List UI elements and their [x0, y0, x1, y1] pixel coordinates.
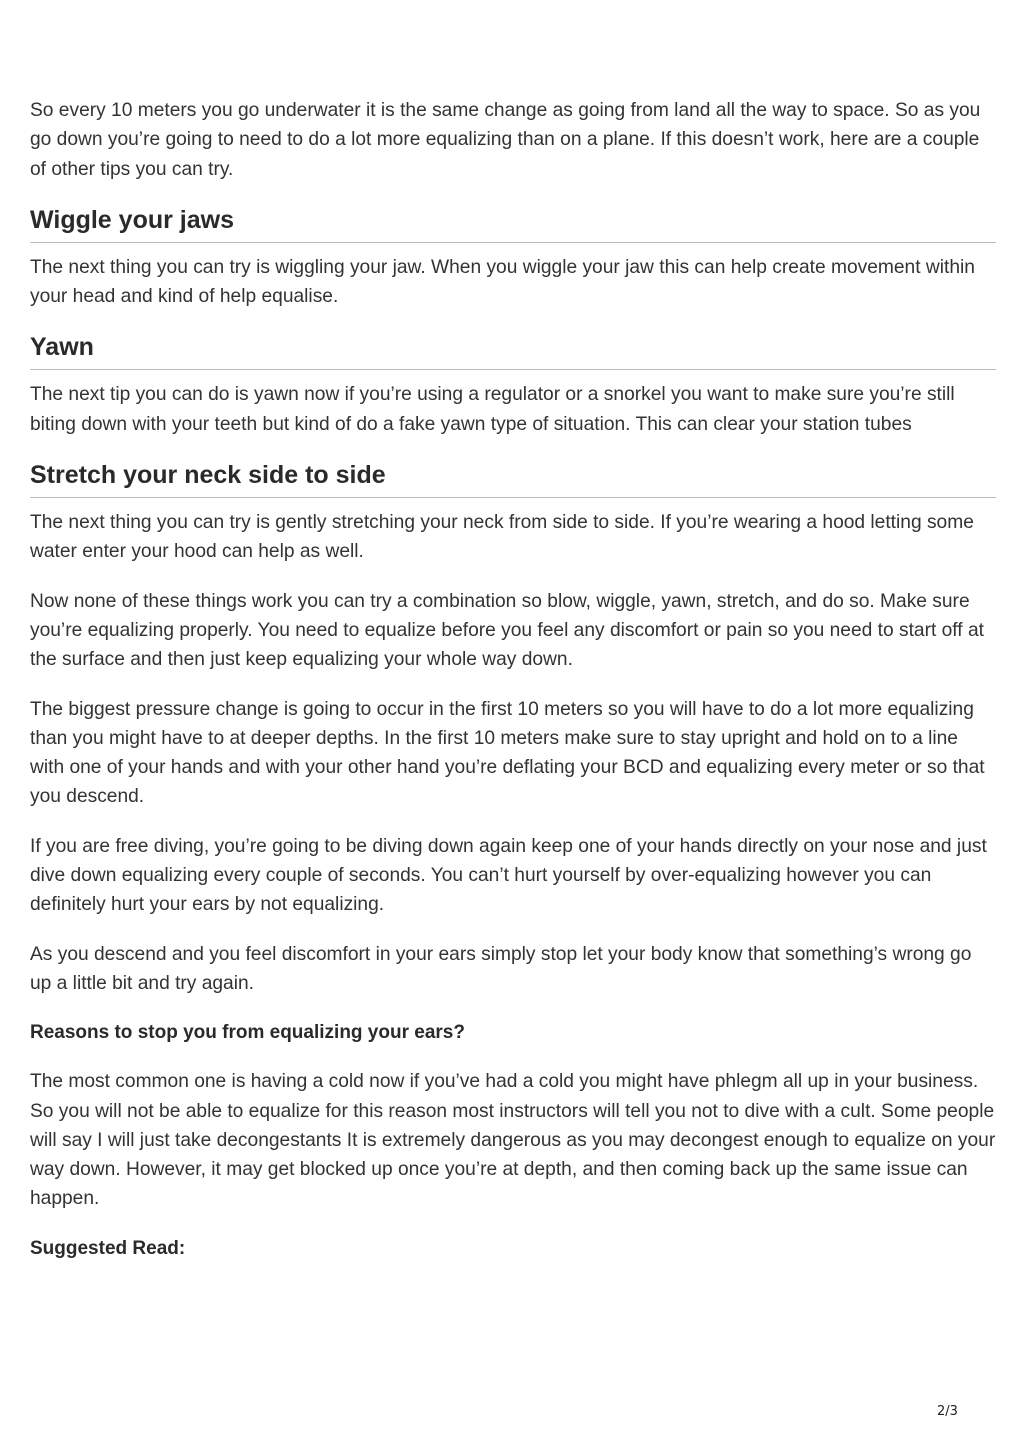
- reasons-heading: Reasons to stop you from equalizing your ears?: [30, 1022, 465, 1044]
- section-stretch: [30, 459, 996, 498]
- intro-paragraph: So every 10 meters you go underwater it is the same change as going from land all the way to space. So as you go down you’re going to need to do a lot more equalizing than on a plane. If this doesn’t work, here are a couple of other tips you can try.: [30, 100, 981, 180]
- yawn-paragraph: The next tip you can do is yawn now if you’re using a regulator or a snorkel you want to make sure you’re still biting down with your teeth but kind of do a fake yawn type of situation. This can clear your station tubes: [30, 384, 955, 435]
- free-diving-paragraph: If you are free diving, you’re going to be diving down again keep one of your hands directly on your nose and just dive down equalizing every couple of seconds. You can’t hurt yourself by over-equalizing however you can definitely hurt your ears by not equalizing.: [30, 835, 987, 916]
- suggested-read-heading: Suggested Read:: [30, 1237, 186, 1259]
- descend-paragraph: As you descend and you feel discomfort in your ears simply stop let your body know that something’s wrong go up a little bit and try again.: [30, 943, 972, 994]
- section-heading-wiggle: Wiggle your jaws: [30, 204, 996, 243]
- stretch-paragraph: The next thing you can try is gently stretching your neck from side to side. If you’re wearing a hood letting some water enter your hood can help as well.: [30, 512, 974, 563]
- combination-paragraph: Now none of these things work you can try a combination so blow, wiggle, yawn, stretch, and do so. Make sure you’re equalizing properly. You need to equalize before you feel any discomfort or pain so you need to start off at the surface and then just keep equalizing your whole way down.: [30, 590, 984, 671]
- section-heading-yawn: Yawn: [30, 331, 996, 370]
- page-number: 2/3: [937, 1404, 958, 1419]
- section-yawn: [30, 331, 996, 370]
- document-page: [30, 96, 996, 1283]
- pressure-change-paragraph: The biggest pressure change is going to occur in the first 10 meters so you will have to do a lot more equalizing than you might have to at deeper depths. In the first 10 meters make sure to stay upright and hold on to a line with one of your hands and with your other hand you’re deflating your BCD and equalizing every meter or so that you descend.: [30, 698, 985, 808]
- section-wiggle: [30, 204, 996, 243]
- reasons-paragraph: The most common one is having a cold now if you’ve had a cold you might have phlegm all up in your business. So you will not be able to equalize for this reason most instructors will tell you not to dive with a cult. Some people will say I will just take decongestants It is extremely dangerous as you may decongest enough to equalize on your way down. However, it may get blocked up once you’re at depth, and then coming back up the same issue can happen.: [30, 1071, 996, 1210]
- wiggle-paragraph: The next thing you can try is wiggling your jaw. When you wiggle your jaw this can help create movement within your head and kind of help equalise.: [30, 256, 975, 308]
- section-heading-stretch: Stretch your neck side to side: [30, 459, 996, 498]
